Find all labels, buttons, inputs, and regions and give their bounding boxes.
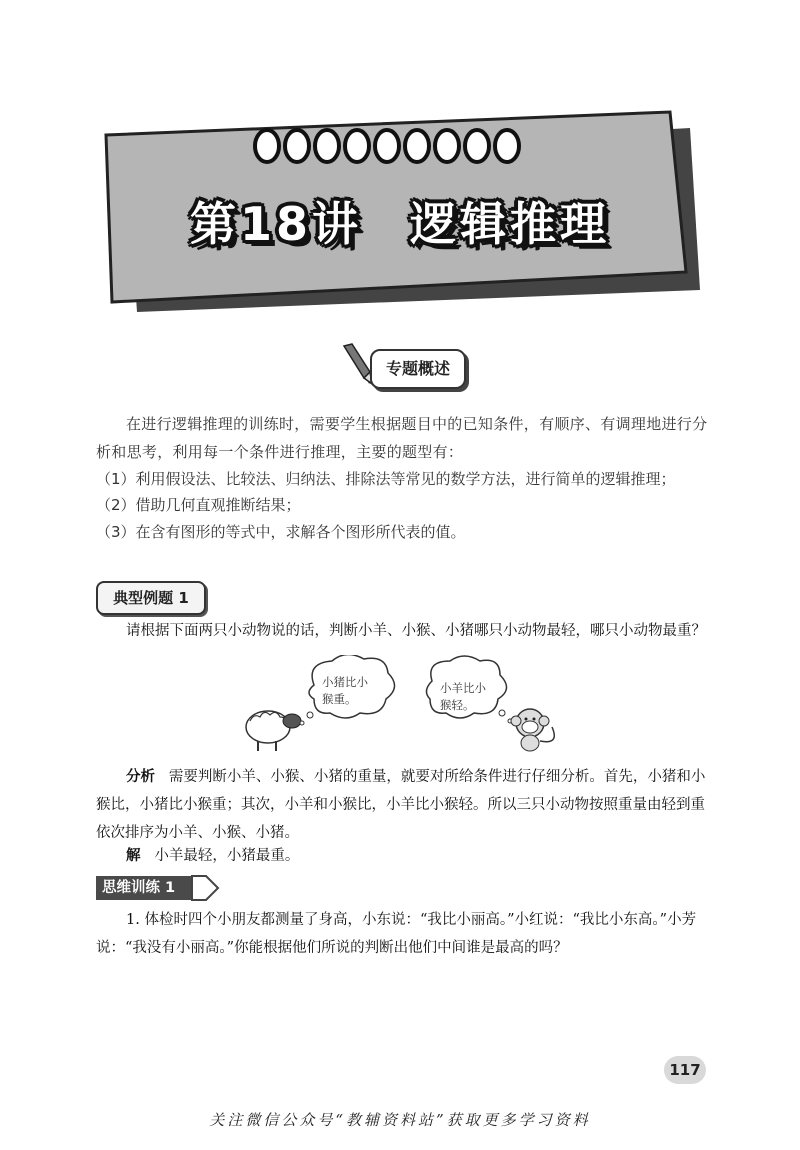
training-label: 思维训练 1 — [96, 876, 198, 900]
analysis-label: 分析 — [126, 768, 155, 785]
overview-item-1: （1）利用假设法、比较法、归纳法、排除法等常见的数学方法，进行简单的逻辑推理； — [96, 470, 676, 488]
page-title — [110, 188, 690, 254]
lecture-number: 第18讲 — [189, 197, 362, 251]
page-number: 117 — [664, 1056, 706, 1084]
solution-paragraph — [96, 842, 716, 870]
footer-notice: 关注微信公众号“教辅资料站”获取更多学习资料 — [209, 1111, 591, 1129]
overview-intro: 在进行逻辑推理的训练时，需要学生根据题目中的已知条件，有顺序、有调理地进行分析和思考，利用每一个条件进行推理，主要的题型有： — [96, 415, 708, 461]
overview-item-3: （3）在含有图形的等式中，求解各个图形所代表的值。 — [96, 523, 466, 541]
training-question: 1. 体检时四个小朋友都测量了身高，小东说：“我比小丽高。”小红说：“我比小东高。”小芳说：“我没有小丽高。”你能根据他们所说的判断出他们中间谁是最高的吗？ — [96, 912, 697, 956]
sheep-icon — [246, 711, 301, 751]
bubble-left-text: 小猪比小猴重。 — [322, 675, 368, 706]
overview-label: 专题概述 — [370, 349, 466, 389]
analysis-paragraph — [96, 763, 716, 847]
solution-label: 解 — [126, 847, 141, 864]
analysis-text: 需要判断小羊、小猴、小猪的重量，就要对所给条件进行仔细分析。首先，小猪和小猴比，小猪比小猴重；其次，小羊和小猴比，小羊比小猴轻。所以三只小动物按照重量由轻到重依次排序为小羊、小猴、小猪。 — [96, 769, 706, 841]
overview-item-2: （2）借助几何直观推断结果； — [96, 496, 301, 514]
lecture-topic: 逻辑推理 — [410, 197, 610, 251]
title-banner — [0, 0, 800, 330]
monkey-icon — [511, 709, 554, 751]
arrow-right-icon — [190, 874, 220, 902]
animals-illustration — [240, 655, 570, 755]
solution-text: 小羊最轻，小猪最重。 — [154, 848, 300, 864]
ring-binding-icon — [255, 130, 519, 162]
example-label: 典型例题 1 — [96, 581, 206, 615]
example-question: 请根据下面两只小动物说的话，判断小羊、小猴、小猪哪只小动物最轻，哪只小动物最重？ — [126, 623, 706, 639]
bubble-right-text: 小羊比小猴轻。 — [440, 681, 486, 712]
